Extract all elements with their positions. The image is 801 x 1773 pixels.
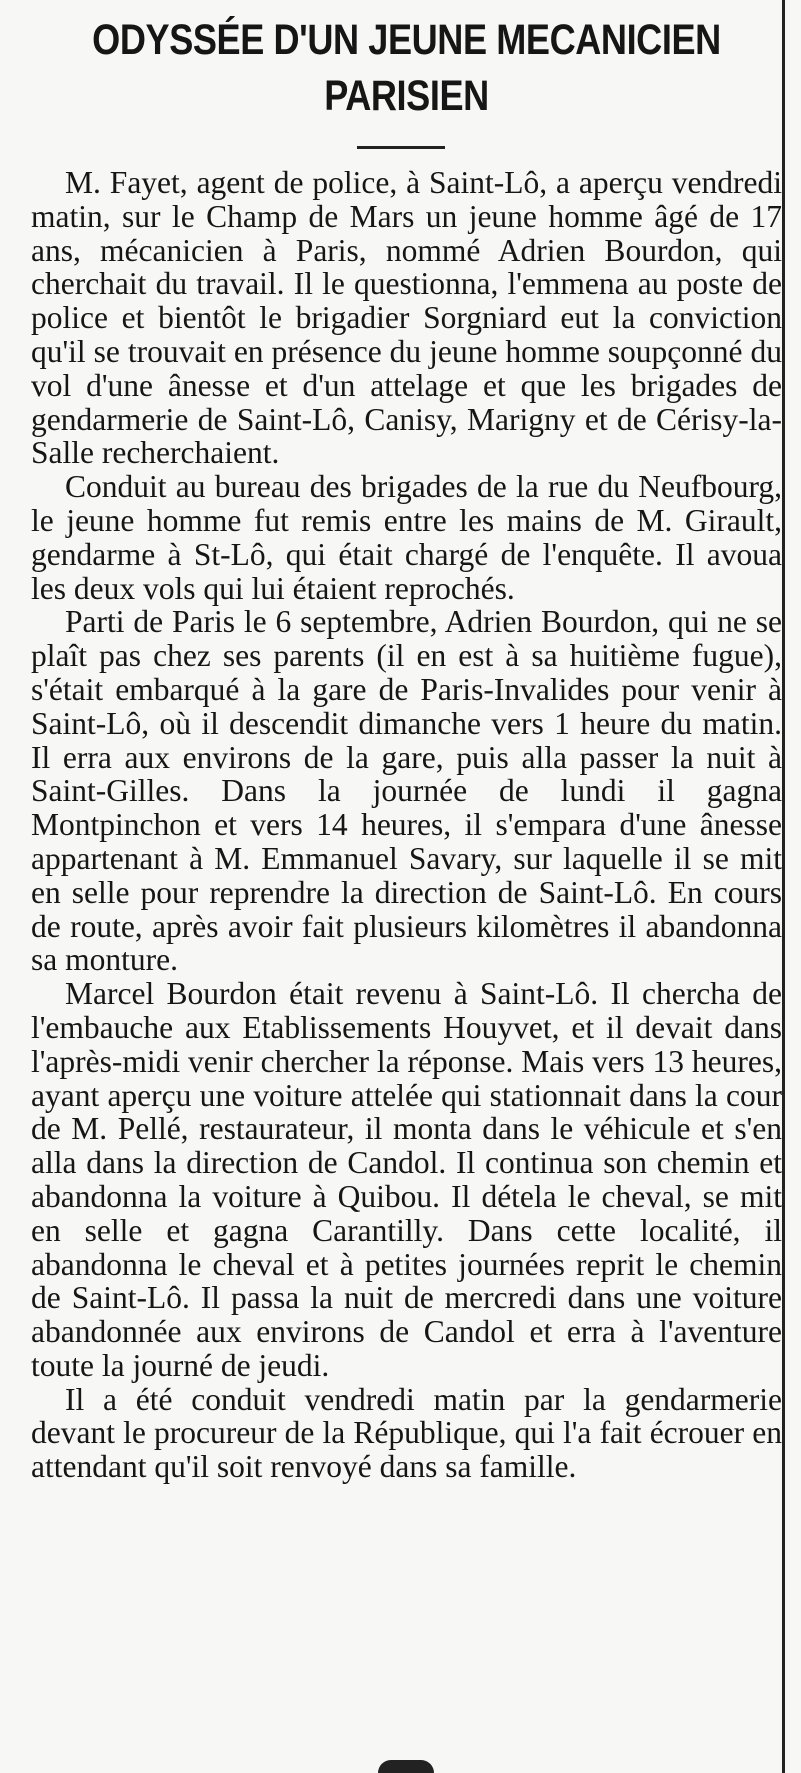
ornament-mark <box>378 1760 434 1773</box>
title-divider <box>357 146 445 149</box>
paragraph: Parti de Paris le 6 septembre, Adrien Bourdon, qui ne se plaît pas chez ses parents (il en est à sa huitième fugue), s'était embarqué à la gare de Paris-Invalides pour venir à Saint-Lô, où il descendit dimanche vers 1 heure du matin. Il erra aux environs de la gare, puis alla passer la nuit à Saint-Gilles. Dans la journée de lundi il gagna Montpinchon et vers 14 heures, il s'empara d'une ânesse appartenant à M. Emmanuel Savary, sur laquelle il se mit en selle pour reprendre la direction de Saint-Lô. En cours de route, après avoir fait plusieurs kilomètres il abandonna sa monture. <box>31 604 782 978</box>
paragraph: Marcel Bourdon était revenu à Saint-Lô. Il chercha de l'embauche aux Etablissements Houyvet, et il devait dans l'après-midi venir chercher la réponse. Mais vers 13 heures, ayant aperçu une voiture attelée qui stationnait dans la cour de M. Pellé, restaurateur, il monta dans le véhicule et s'en alla dans la direction de Candol. Il continua son chemin et abandonna la voiture à Quibou. Il détela le cheval, se mit en selle et gagna Carantilly. Dans cette localité, il abandonna le cheval et à petites journées reprit le chemin de Saint-Lô. Il passa la nuit de mercredi dans une voiture abandonnée aux environs de Candol et erra à l'aventure toute la journé de jeudi. <box>31 976 782 1383</box>
headline-line-1: ODYSSÉE D'UN JEUNE MECANICIEN <box>92 16 721 64</box>
paragraph: Conduit au bureau des brigades de la rue du Neufbourg, le jeune homme fut remis entre les mains de M. Girault, gendarme à St-Lô, qui était chargé de l'enquête. Il avoua les deux vols qui lui étaient reprochés. <box>31 469 782 606</box>
headline-line-2: PARISIEN <box>324 72 489 120</box>
paragraph: M. Fayet, agent de police, à Saint-Lô, a aperçu vendredi matin, sur le Champ de Mars un jeune homme âgé de 17 ans, mécanicien à Paris, nommé Adrien Bourdon, qui cherchait du travail. Il le questionna, l'emmena au poste de police et bientôt le brigadier Sorgniard eut la conviction qu'il se trouvait en présence du jeune homme soupçonné du vol d'une ânesse et d'un attelage et que les brigades de gendarmerie de Saint-Lô, Canisy, Marigny et de Cérisy-la-Salle recherchaient. <box>31 165 782 471</box>
article-headline <box>91 12 722 124</box>
column-rule <box>782 0 785 1773</box>
paragraph: Il a été conduit vendredi matin par la gendarmerie devant le procureur de la République, qui l'a fait écrouer en attendant qu'il soit renvoyé dans sa famille. <box>31 1381 782 1485</box>
article-body <box>31 166 782 1484</box>
